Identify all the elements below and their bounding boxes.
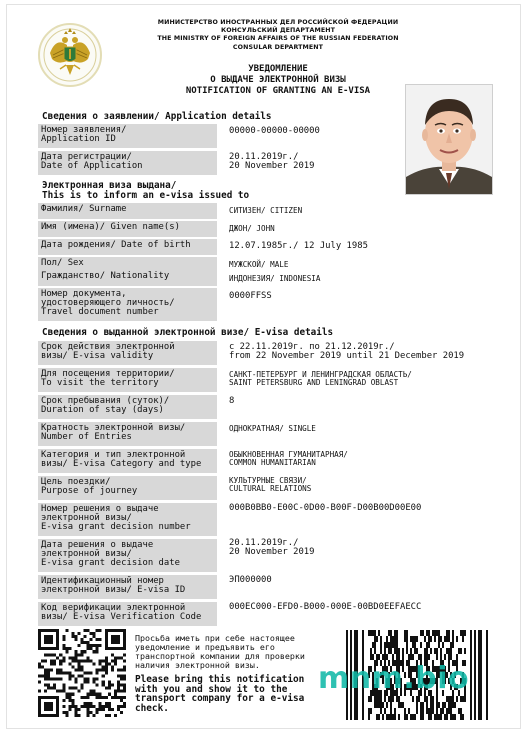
qr-code [38,629,126,717]
verification-code-value: 000EC000-EFD0-B000-000E-00BD0EEFAECC [229,602,422,612]
nationality-label: Гражданство/ Nationality [38,270,217,286]
application-section-title: Сведения о заявлении/ Application details [42,111,272,122]
duration-label: Срок пребывания (суток)/ Duration of stay (days) [38,395,217,419]
sex-label: Пол/ Sex [38,257,217,273]
footer-note-ru: Просьба иметь при себе настоящее уведомление и предъявить его транспортной компании для проверки наличия электронной визы. [135,633,305,670]
applicant-photo [405,84,493,195]
category-value: ОБЫКНОВЕННАЯ ГУМАНИТАРНАЯ/ COMMON HUMANITARIAN [229,450,348,468]
issued-section-title-ru: Электронная виза выдана/ [42,180,177,191]
issued-section-title-en: This is to inform an e-visa issued to [42,190,250,201]
evisa-section-title: Сведения о выданной электронной визе/ E-visa details [42,327,334,338]
ministry-emblem [38,23,102,87]
title-ru-line-1: УВЕДОМЛЕНИЕ [248,64,308,74]
given-names-value: ДЖОН/ JOHN [229,224,275,233]
document-title [150,64,406,97]
application-date-value: 20.11.2019г./ 20 November 2019 [229,152,315,172]
evisa-id-value: ЭП000000 [229,575,272,585]
evisa-validity-label: Срок действия электронной визы/ E-visa validity [38,341,217,365]
surname-label: Фамилия/ Surname [38,203,217,219]
watermark-text: mnm.bio [318,661,470,696]
purpose-value: КУЛЬТУРНЫЕ СВЯЗИ/ CULTURAL RELATIONS [229,476,312,494]
travel-document-value: 0000FFSS [229,291,272,301]
date-of-birth-value: 12.07.1985г./ 12 July 1985 [229,241,368,251]
title-en: NOTIFICATION OF GRANTING AN E-VISA [185,86,371,96]
verification-code-label: Код верификации электронной визы/ E-visa Verification Code [38,602,217,626]
territory-label: Для посещения территории/ To visit the territory [38,368,217,392]
ministry-name-ru: МИНИСТЕРСТВО ИНОСТРАННЫХ ДЕЛ РОССИЙСКОЙ ФЕДЕРАЦИИ [157,19,399,26]
purpose-label: Цель поездки/ Purpose of journey [38,476,217,500]
entries-label: Кратность электронной визы/ Number of Entries [38,422,217,446]
travel-document-label: Номер документа, удостоверяющего личность/ Travel document number [38,288,217,321]
given-names-label: Имя (имена)/ Given name(s) [38,221,217,237]
evisa-id-label: Идентификационный номер электронной визы/ E-visa ID [38,575,217,599]
department-name-en: CONSULAR DEPARTMENT [232,43,324,51]
entries-value: ОДНОКРАТНАЯ/ SINGLE [229,424,316,433]
decision-date-value: 20.11.2019г./ 20 November 2019 [229,538,315,558]
department-name-ru: КОНСУЛЬСКИЙ ДЕПАРТАМЕНТ [220,27,336,35]
nationality-value: ИНДОНЕЗИЯ/ INDONESIA [229,274,321,283]
ministry-header [120,19,436,52]
decision-number-label: Номер решения о выдаче электронной визы/ E-visa grant decision number [38,503,217,536]
territory-value: САНКТ-ПЕТЕРБУРГ И ЛЕНИНГРАДСКАЯ ОБЛАСТЬ/ SAINT PETERSBURG AND LENINGRAD OBLAST [229,370,412,388]
date-of-birth-label: Дата рождения/ Date of birth [38,239,217,255]
duration-value: 8 [229,396,235,406]
evisa-validity-value: с 22.11.2019г. по 21.12.2019г./ from 22 November 2019 until 21 December 2019 [229,342,465,362]
surname-value: СИТИЗЕН/ CITIZEN [229,206,303,215]
decision-date-label: Дата решения о выдаче электронной визы/ E-visa grant decision date [38,539,217,572]
application-date-label: Дата регистрации/ Date of Application [38,151,217,175]
decision-number-value: 000B0BB0-E00C-0D00-B00F-D00B00D00E00 [229,503,422,513]
title-ru-line-2: О ВЫДАЧЕ ЭЛЕКТРОННОЙ ВИЗЫ [210,75,346,85]
application-id-label: Номер заявления/ Application ID [38,124,217,148]
footer-note-en: Please bring this notification with you and show it to the transport company for a e-visa check. [135,674,305,714]
sex-value: МУЖСКОЙ/ MALE [229,260,289,269]
application-id-value: 00000-00000-00000 [229,126,320,136]
ministry-name-en: THE MINISTRY OF FOREIGN AFFAIRS OF THE RUSSIAN FEDERATION [157,35,399,43]
category-label: Категория и тип электронной визы/ E-visa Category and type [38,449,217,473]
